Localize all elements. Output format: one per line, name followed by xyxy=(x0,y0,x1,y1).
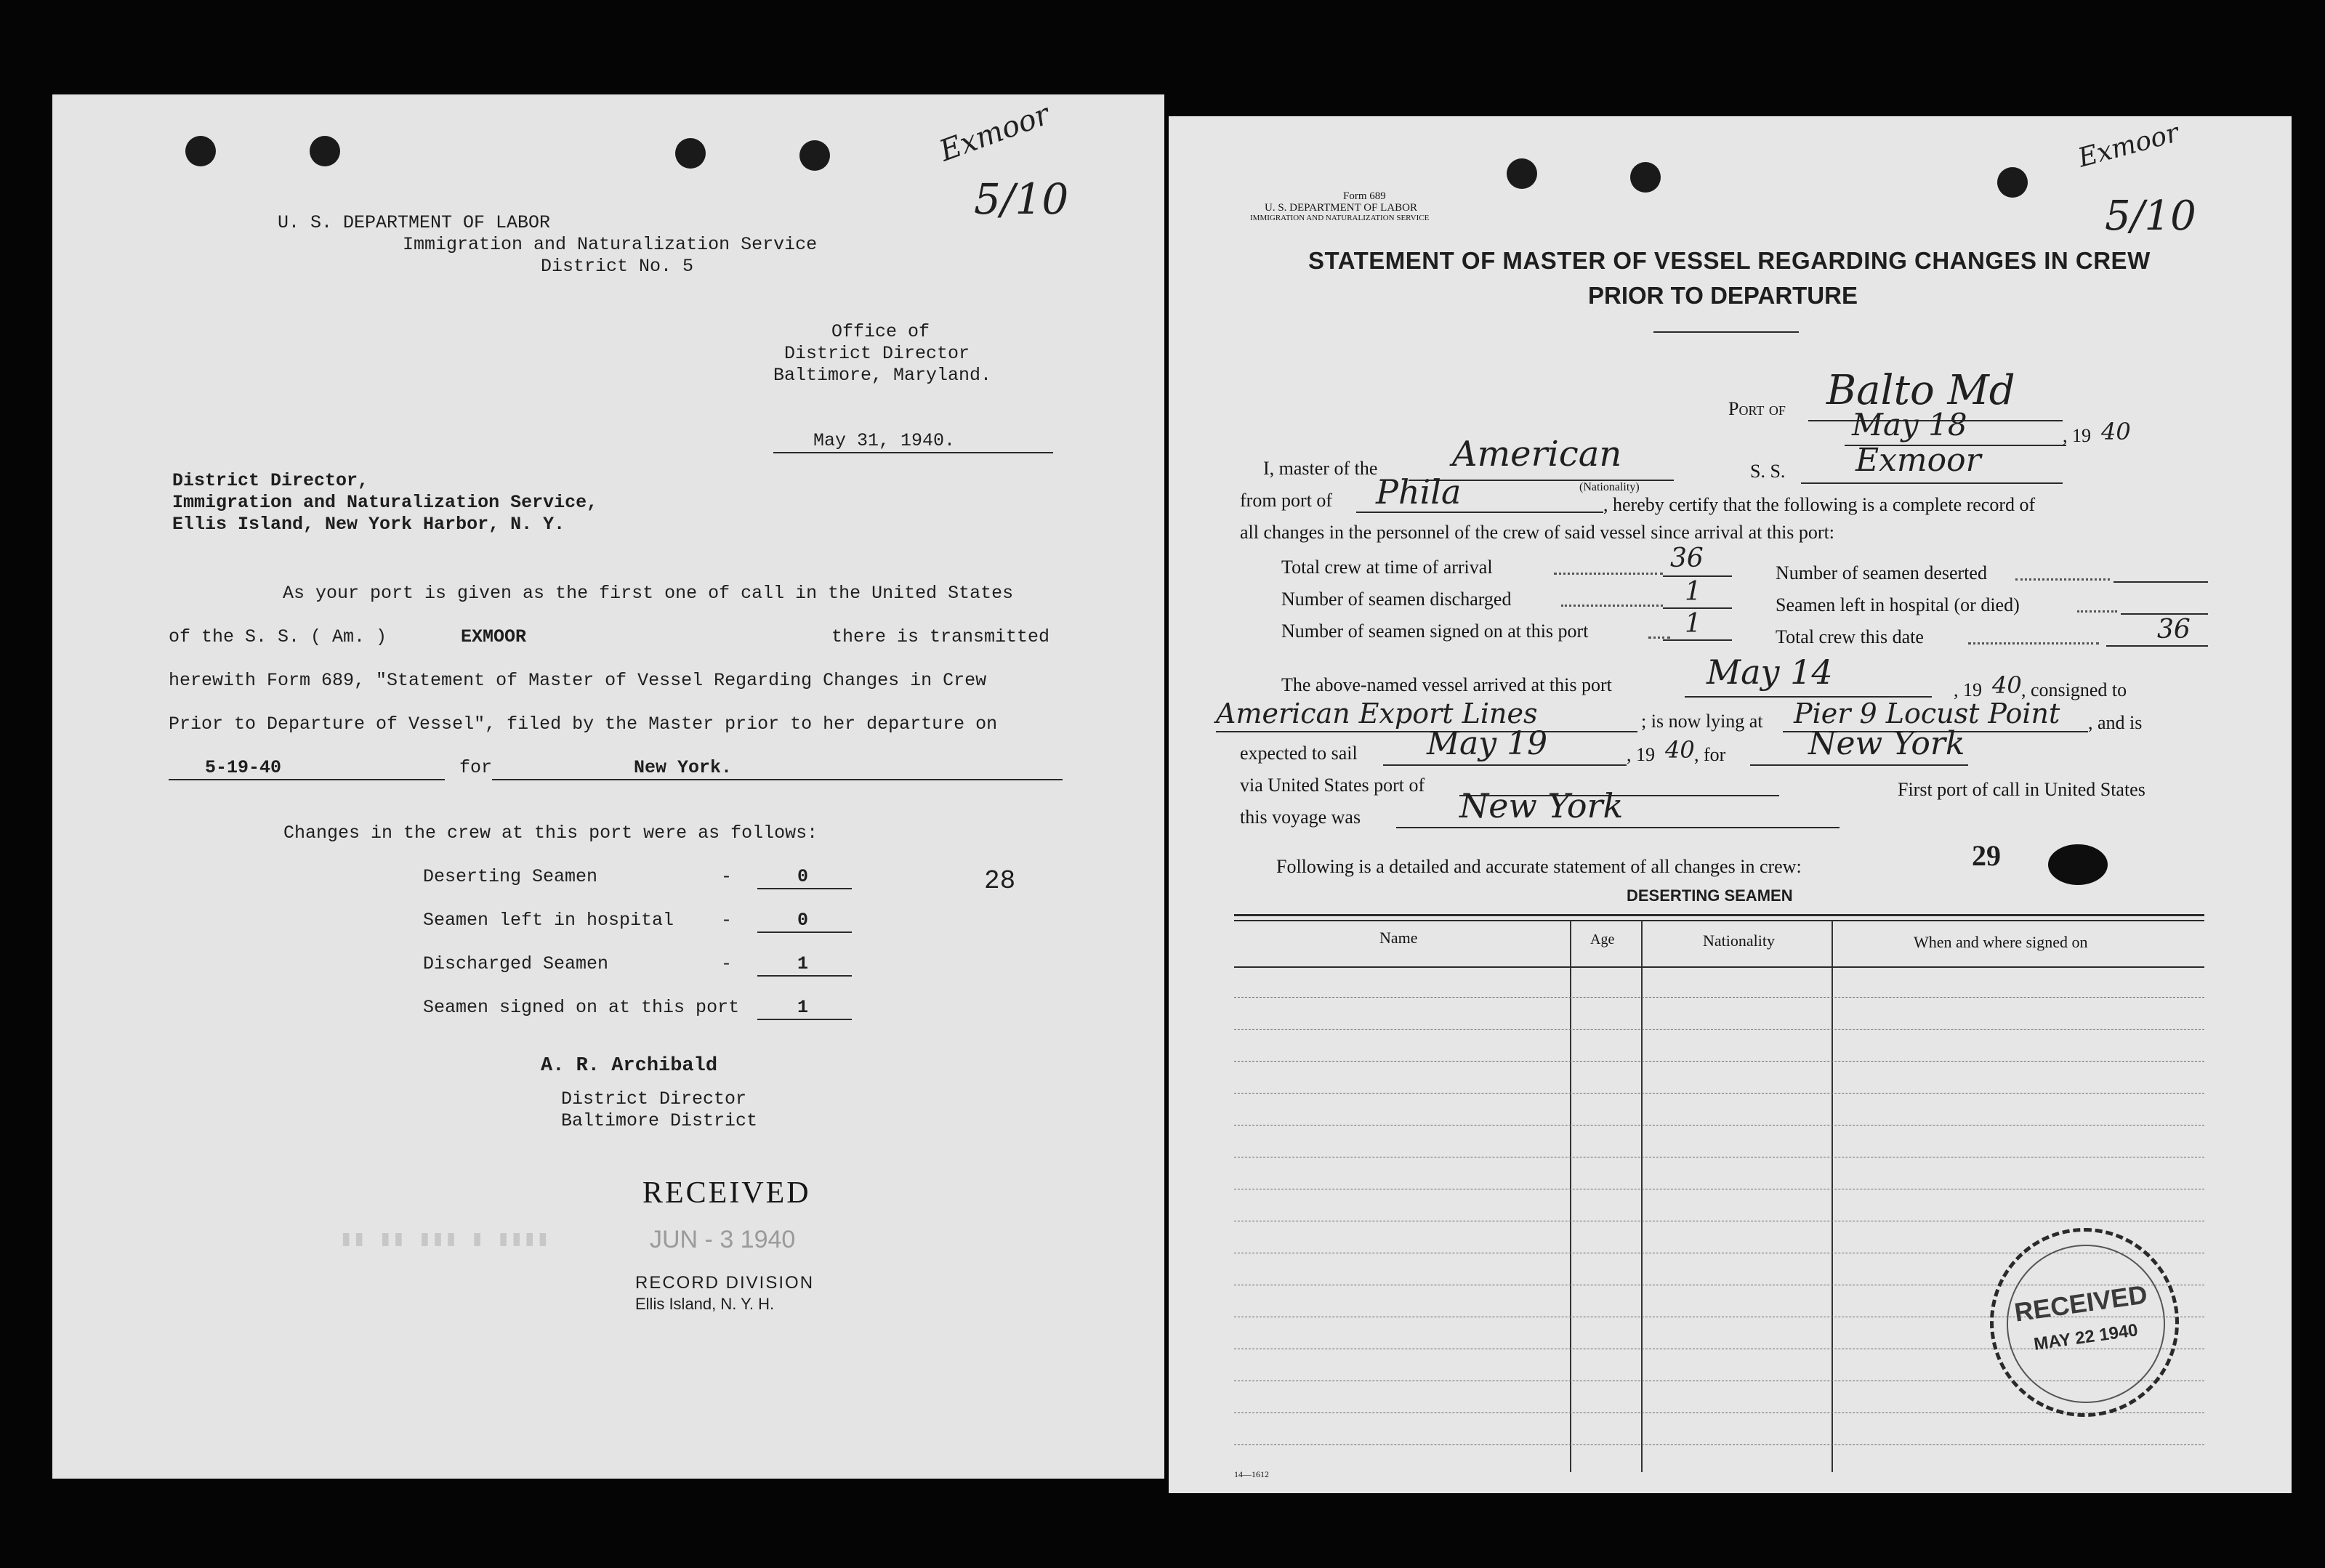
ss-value: Exmoor xyxy=(1855,442,1981,479)
master-label: I, master of the xyxy=(1263,458,1378,479)
letterhead-line1: U. S. DEPARTMENT OF LABOR xyxy=(278,212,551,233)
punch-hole xyxy=(799,140,830,171)
change-value: 0 xyxy=(797,866,809,887)
column-header: Nationality xyxy=(1703,931,1775,950)
stat-value: 1 xyxy=(1685,609,1701,639)
form-title-line1: STATEMENT OF MASTER OF VESSEL REGARDING CHANGES IN CREW xyxy=(1308,247,2151,274)
punch-hole xyxy=(185,136,216,166)
body-line2a: of the S. S. ( Am. ) xyxy=(169,626,387,647)
footer-code: 14—1612 xyxy=(1234,1469,1269,1479)
sail-value: May 19 xyxy=(1427,725,1548,762)
change-dash: - xyxy=(721,910,733,931)
stat-label: Number of seamen deserted xyxy=(1776,562,1987,583)
port-value: Balto Md xyxy=(1826,367,2015,414)
arrived-year-prefix: , 19 xyxy=(1954,679,1982,700)
via-label: via United States port of xyxy=(1240,775,1425,796)
addressee-line2: Immigration and Naturalization Service, xyxy=(172,492,598,513)
consigned-label: , consigned to xyxy=(2021,679,2127,700)
consignee-value: American Export Lines xyxy=(1216,698,1538,730)
handwritten-vessel-note: Exmoor xyxy=(2075,118,2183,174)
voyage-label: this voyage was xyxy=(1240,807,1361,828)
signature-title1: District Director xyxy=(561,1088,747,1110)
cover-letter-page xyxy=(52,94,1164,1479)
column-header: Age xyxy=(1590,931,1615,947)
following-label: Following is a detailed and accurate statement of all changes in crew: xyxy=(1276,856,1802,877)
destination: New York. xyxy=(634,757,733,778)
ss-label: S. S. xyxy=(1750,461,1786,482)
change-dash: - xyxy=(721,866,733,887)
change-label: Discharged Seamen xyxy=(423,953,609,974)
table-row xyxy=(1234,1061,2204,1062)
form-number: Form 689 xyxy=(1343,190,1386,202)
nationality-value: American xyxy=(1452,434,1622,474)
column-header: Name xyxy=(1379,929,1418,947)
year-suffix: 40 xyxy=(2101,418,2131,445)
year-prefix: , 19 xyxy=(2063,425,2091,446)
certify-text2: all changes in the personnel of the crew of said vessel since arrival at this port: xyxy=(1240,522,1835,543)
port-label: Port of xyxy=(1728,398,1786,419)
stat-value: 1 xyxy=(1685,577,1701,607)
sail-destination: New York xyxy=(1808,725,1965,762)
office-line2: District Director xyxy=(784,343,970,364)
handwritten-page-note: 5/10 xyxy=(2105,193,2196,240)
signature-name: A. R. Archibald xyxy=(541,1055,718,1077)
received-place: Ellis Island, N. Y. H. xyxy=(635,1295,775,1313)
from-port-label: from port of xyxy=(1240,490,1333,511)
stamp-word: RECEIVED xyxy=(2012,1279,2149,1327)
first-port-label: First port of call in United States xyxy=(1898,779,2145,800)
office-line3: Baltimore, Maryland. xyxy=(773,365,992,386)
lying-label: ; is now lying at xyxy=(1641,711,1763,732)
letter-date: May 31, 1940. xyxy=(813,430,956,451)
for-label: for xyxy=(459,757,493,778)
form-title-line2: PRIOR TO DEPARTURE xyxy=(1588,282,1858,309)
change-label: Deserting Seamen xyxy=(423,866,598,887)
handwritten-page-note: 5/10 xyxy=(974,174,1069,224)
nationality-caption: (Nationality) xyxy=(1579,481,1640,493)
certify-text: , hereby certify that the following is a complete record of xyxy=(1603,494,2036,515)
sail-year: 40 xyxy=(1665,736,1695,764)
addressee-line1: District Director, xyxy=(172,470,369,491)
bleed-through-mark: ▮▮ ▮▮ ▮▮▮ ▮ ▮▮▮▮ xyxy=(339,1226,549,1251)
table-row xyxy=(1234,1444,2204,1445)
punch-hole xyxy=(675,138,706,169)
circular-received-stamp xyxy=(1990,1228,2179,1417)
table-row xyxy=(1234,1029,2204,1030)
body-line1: As your port is given as the first one of call in the United States xyxy=(283,583,1014,604)
arrived-year: 40 xyxy=(1992,671,2022,699)
change-dash: - xyxy=(721,953,733,974)
handwritten-vessel-note: Exmoor xyxy=(935,97,1055,169)
body-line3: herewith Form 689, "Statement of Master of Vessel Regarding Changes in Crew xyxy=(169,670,987,691)
received-division: RECORD DIVISION xyxy=(635,1273,815,1293)
change-value: 1 xyxy=(797,997,809,1018)
stat-value: 36 xyxy=(2157,615,2191,644)
stat-label: Number of seamen discharged xyxy=(1281,589,1512,610)
page-number: 29 xyxy=(1972,839,2001,872)
stat-label: Seamen left in hospital (or died) xyxy=(1776,594,2020,615)
stat-label: Number of seamen signed on at this port xyxy=(1281,621,1589,642)
office-line1: Office of xyxy=(831,321,930,342)
stamp-date: MAY 22 1940 xyxy=(2032,1320,2140,1354)
punch-hole xyxy=(1507,158,1537,189)
stat-value: 36 xyxy=(1670,543,1704,573)
letterhead-line2: Immigration and Naturalization Service xyxy=(403,234,818,255)
change-value: 1 xyxy=(797,953,809,974)
form-689-page xyxy=(1169,116,2292,1493)
arrived-value: May 14 xyxy=(1707,652,1833,692)
arrived-label: The above-named vessel arrived at this port xyxy=(1281,674,1612,695)
received-word: RECEIVED xyxy=(642,1176,811,1210)
lying-value: Pier 9 Locust Point xyxy=(1794,698,2060,730)
stat-label: Total crew at time of arrival xyxy=(1281,557,1493,578)
sail-year-prefix: , 19 xyxy=(1627,744,1655,765)
dept-line2: IMMIGRATION AND NATURALIZATION SERVICE xyxy=(1250,214,1430,222)
punch-hole xyxy=(1997,167,2028,198)
column-header: When and where signed on xyxy=(1914,933,2088,951)
page-number: 28 xyxy=(984,866,1016,896)
body-line4: Prior to Departure of Vessel", filed by the Master prior to her departure on xyxy=(169,714,998,735)
punch-hole xyxy=(310,136,340,166)
body-line2b: there is transmitted xyxy=(831,626,1050,647)
section-title: DESERTING SEAMEN xyxy=(1627,886,1793,905)
changes-intro: Changes in the crew at this port were as follows: xyxy=(283,823,818,844)
punch-hole xyxy=(1630,162,1661,193)
dept-line1: U. S. DEPARTMENT OF LABOR xyxy=(1265,202,1417,214)
table-row xyxy=(1234,1125,2204,1126)
departure-date: 5-19-40 xyxy=(205,757,282,778)
table-row xyxy=(1234,1093,2204,1094)
sail-label: expected to sail xyxy=(1240,743,1358,764)
for-label: , for xyxy=(1694,744,1726,765)
date-value: May 18 xyxy=(1852,407,1967,442)
voyage-value: New York xyxy=(1459,786,1624,825)
and-is-label: , and is xyxy=(2088,712,2143,733)
addressee-line3: Ellis Island, New York Harbor, N. Y. xyxy=(172,514,565,535)
ink-blot xyxy=(2048,844,2108,885)
stat-label: Total crew this date xyxy=(1776,626,1924,647)
change-label: Seamen signed on at this port xyxy=(423,997,740,1018)
signature-title2: Baltimore District xyxy=(561,1110,758,1131)
table-row xyxy=(1234,997,2204,998)
from-port-value: Phila xyxy=(1376,472,1462,512)
change-value: 0 xyxy=(797,910,809,931)
change-label: Seamen left in hospital xyxy=(423,910,674,931)
vessel-name: EXMOOR xyxy=(461,626,527,647)
received-date: JUN - 3 1940 xyxy=(650,1226,796,1253)
letterhead-line3: District No. 5 xyxy=(541,256,694,277)
